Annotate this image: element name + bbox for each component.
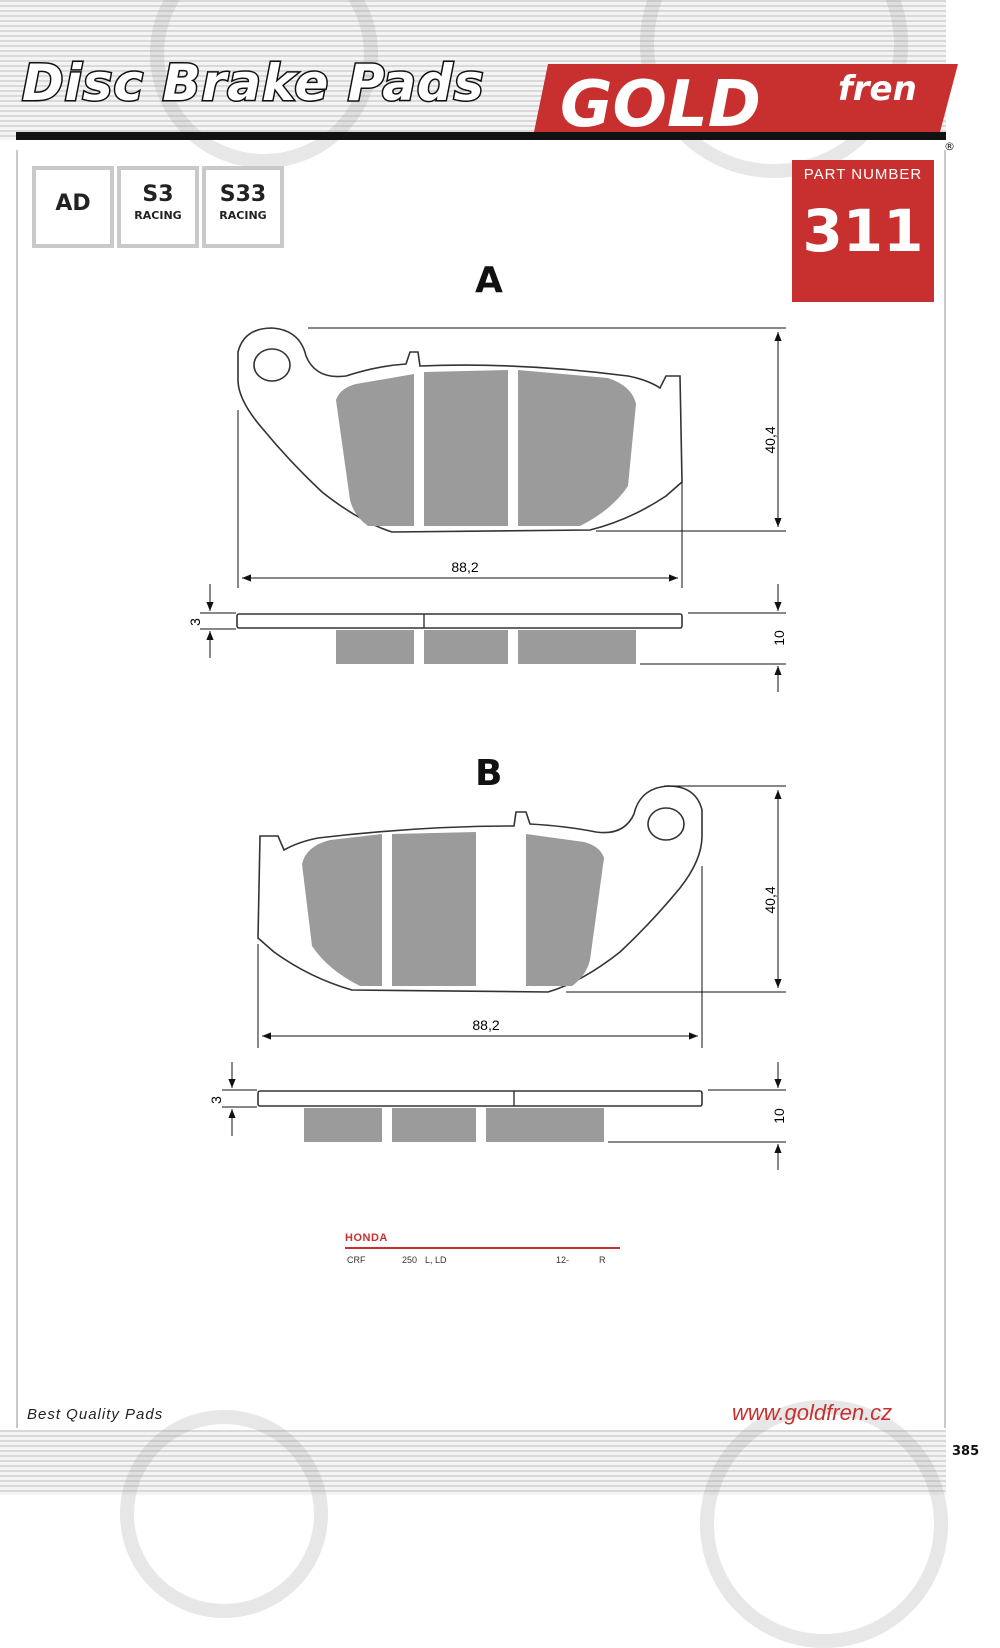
pad-drawing-a	[187, 328, 787, 692]
model-cell: CRF	[347, 1255, 366, 1265]
compound-code: AD	[55, 191, 91, 216]
side-backplate-b	[258, 1091, 702, 1106]
footer-slogan: Best Quality Pads	[27, 1406, 164, 1423]
cc-cell: 250	[402, 1255, 418, 1265]
mounting-hole-a	[254, 349, 290, 381]
side-block-b-2	[392, 1108, 476, 1142]
mounting-hole-b	[648, 808, 684, 840]
brand-logo-main: GOLD	[560, 68, 761, 142]
compound-type: RACING	[219, 209, 267, 222]
position-cell: R	[599, 1255, 606, 1265]
brand-logo-sub: fren	[838, 69, 917, 109]
variant-cell: L, LD	[425, 1255, 447, 1265]
width-dimension-a: 88,2	[451, 559, 479, 575]
table-row	[345, 1255, 620, 1269]
backplate-dimension-a: 3	[187, 618, 203, 626]
height-dimension-b: 40,4	[762, 886, 778, 914]
compound-code: S33	[219, 182, 267, 207]
compound-type: RACING	[134, 209, 182, 222]
vehicle-make: HONDA	[345, 1232, 388, 1244]
side-block-b-1	[304, 1108, 382, 1142]
view-letter-b: B	[475, 753, 503, 794]
page-number: 385	[952, 1444, 980, 1459]
application-table	[345, 1232, 620, 1269]
height-dimension-a: 40,4	[762, 426, 778, 454]
footer-website: www.goldfren.cz	[732, 1400, 893, 1425]
pad-drawing-b	[208, 786, 787, 1170]
thickness-dimension-a: 10	[771, 630, 787, 646]
part-number-label: PART NUMBER	[803, 166, 923, 183]
side-block-a-3	[518, 630, 636, 664]
side-block-a-1	[336, 630, 414, 664]
table-rule	[345, 1247, 620, 1249]
part-number-value: 311	[802, 197, 924, 265]
side-backplate-a	[237, 614, 682, 628]
year-cell: 12-	[556, 1255, 570, 1265]
compound-code: S3	[142, 182, 174, 207]
backplate-dimension-b: 3	[208, 1096, 224, 1104]
header-title: Disc Brake Pads	[22, 54, 485, 112]
thickness-dimension-b: 10	[771, 1108, 787, 1124]
friction-block-a-2	[424, 370, 508, 526]
width-dimension-b: 88,2	[472, 1017, 500, 1033]
side-block-a-2	[424, 630, 508, 664]
view-letter-a: A	[475, 260, 503, 301]
side-block-b-3	[486, 1108, 604, 1142]
registered-mark: ®	[944, 140, 955, 153]
friction-block-b-2	[392, 832, 476, 986]
